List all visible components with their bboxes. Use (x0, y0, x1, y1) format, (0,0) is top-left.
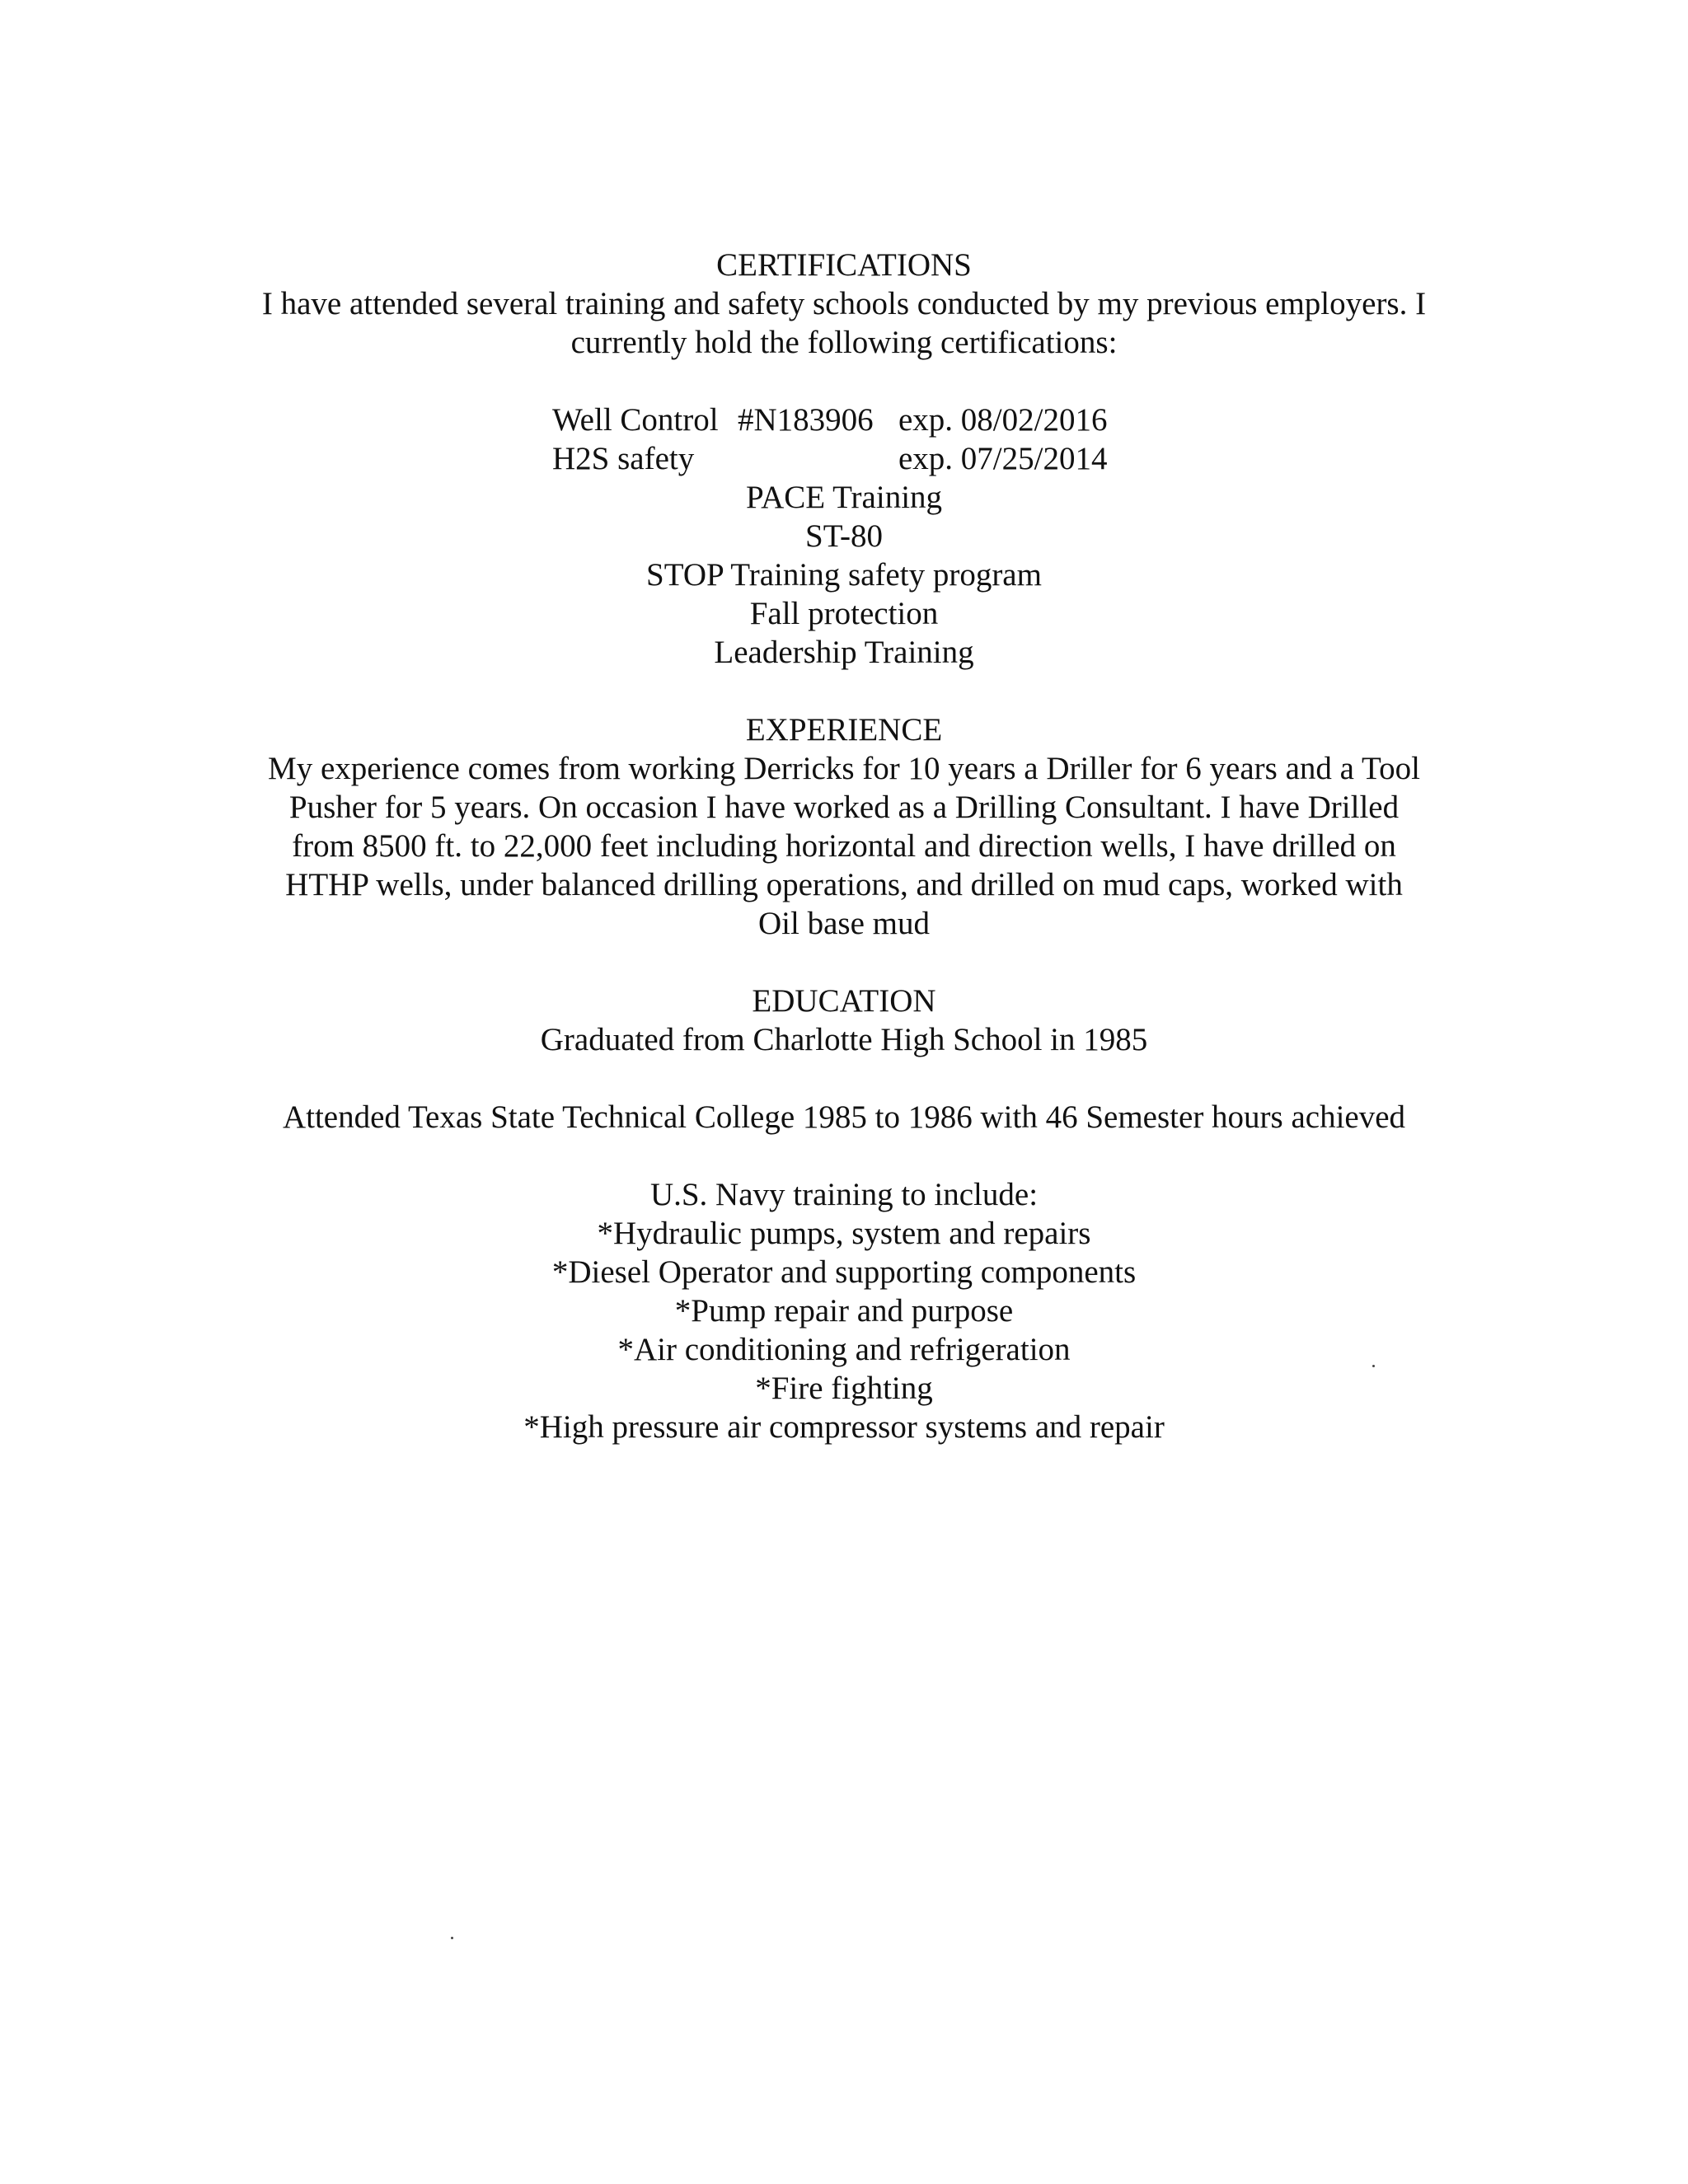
certification-item: ST-80 (805, 518, 883, 554)
navy-training-item: *Hydraulic pumps, system and repairs (597, 1216, 1091, 1251)
certification-name: H2S safety (552, 441, 695, 476)
certifications-intro-line-1: I have attended several training and safety schools conducted by my previous employers. I (261, 286, 1427, 321)
certification-item: STOP Training safety program (646, 557, 1042, 593)
experience-heading: EXPERIENCE (745, 712, 943, 748)
scan-speck (1372, 1365, 1375, 1367)
education-high-school: Graduated from Charlotte High School in 1985 (540, 1022, 1148, 1057)
scan-speck (451, 1937, 453, 1939)
experience-line: Oil base mud (758, 906, 930, 941)
navy-training-item: *Air conditioning and refrigeration (617, 1332, 1071, 1367)
certification-expiry: exp. 07/25/2014 (898, 441, 1108, 476)
certification-item: Fall protection (749, 596, 939, 631)
experience-line: My experience comes from working Derricks for 10 years a Driller for 6 years and a Tool (268, 751, 1420, 786)
experience-line: from 8500 ft. to 22,000 feet including horizontal and direction wells, I have drilled on (292, 828, 1396, 864)
navy-training-item: *High pressure air compressor systems and repair (523, 1409, 1165, 1445)
experience-line: HTHP wells, under balanced drilling operations, and drilled on mud caps, worked with (285, 867, 1403, 902)
certifications-heading: CERTIFICATIONS (716, 247, 972, 283)
education-college: Attended Texas State Technical College 1985 to 1986 with 46 Semester hours achieved (282, 1099, 1406, 1135)
education-heading: EDUCATION (752, 983, 936, 1019)
education-navy-intro: U.S. Navy training to include: (649, 1177, 1039, 1212)
certification-expiry: exp. 08/02/2016 (898, 402, 1108, 438)
certifications-intro-line-2: currently hold the following certifications: (570, 325, 1118, 360)
certification-name: Well Control (552, 402, 719, 438)
experience-line: Pusher for 5 years. On occasion I have worked as a Drilling Consultant. I have Drilled (288, 790, 1400, 825)
navy-training-item: *Fire fighting (755, 1371, 933, 1406)
navy-training-item: *Pump repair and purpose (674, 1293, 1014, 1329)
certification-item: Leadership Training (714, 635, 974, 670)
navy-training-item: *Diesel Operator and supporting components (551, 1254, 1137, 1290)
certification-number: #N183906 (738, 402, 874, 438)
certification-item: PACE Training (745, 480, 943, 515)
